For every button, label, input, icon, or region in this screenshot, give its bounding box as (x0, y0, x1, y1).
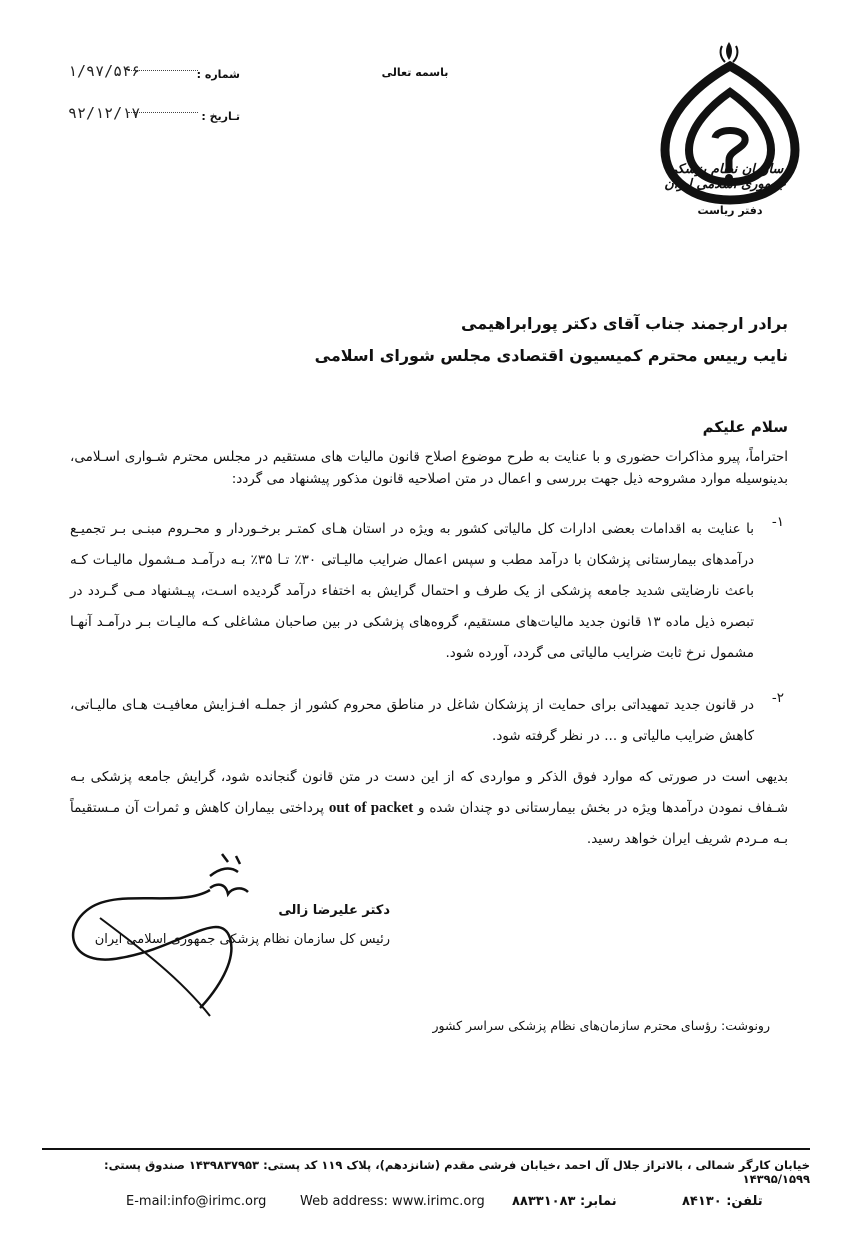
closing-text-before: بدیهی است در صورتی که موارد فوق الذکر و مواردی که از این دست در متن قانون گنجانده شود، گرایش جامعه پزشکی بـه شـفاف نمودن درآمدها ویژه در بخش بیمارستانی دو چندان شده و (70, 769, 789, 816)
greeting: سلام علیکم (702, 418, 788, 436)
item-1-number: -۱ (771, 514, 784, 530)
recipient-line-2: نایب رییس محترم کمیسیون اقتصادی مجلس شورای اسلامی (314, 346, 788, 365)
recipient-line-1: برادر ارجمند جناب آقای دکتر پورابراهیمی (461, 314, 788, 333)
signatory-name: دکتر علیرضا زالی (278, 903, 390, 918)
item-2-number: -۲ (771, 690, 784, 706)
closing-paragraph (70, 762, 788, 855)
date-value: ۹۲/۱۲/۱۷ (68, 104, 141, 122)
organization-name: سازمان نظام پزشکی جمهوری اسلامی ایران (664, 162, 786, 192)
intro-paragraph: احتراماً، پیرو مذاکرات حضوری و با عنایت به طرح موضوع اصلاح قانون مالیات های مستقیم در مجلس محترم شـواری اسـلامی، بدینوسیله موارد مشروحه ذیل جهت بررسی و اعمال در متن اصلاحیه قانون مذکور پیشنهاد می گردد: (70, 449, 788, 487)
closing-text-after: پرداختی بیماران کاهش و ثمرات آن مـستقیماً بـه مـردم شریف ایران خواهد رسید. (70, 800, 788, 847)
footer-web[interactable]: Web address: www.irimc.org (300, 1194, 485, 1209)
basmala: باسمه تعالی (381, 66, 449, 79)
carbon-copy: رونوشت: رؤسای محترم سازمان‌های نظام پزشکی سراسر کشور (432, 1018, 770, 1033)
footer-fax: نمابر: ۸۸۳۳۱۰۸۳ (512, 1194, 617, 1209)
item-2-text: در قانون جدید تمهیداتی برای حمایت از پزشکان شاغل در مناطق محروم کشور از جملـه افـزایش معافیـت هـای مالیـاتی، کاهش ضرایب مالیاتی و ... در نظر گرفته شود. (70, 697, 754, 744)
footer-phone: تلفن: ۸۴۱۳۰ (682, 1194, 763, 1209)
number-label: شماره : (196, 68, 240, 81)
number-value: ۱/۹۷/۵۴۶ (68, 62, 141, 80)
item-1-text: با عنایت به اقدامات بعضی ادارات کل مالیاتی کشور به ویژه در استان هـای کمتـر برخـوردار و محـروم مبنـی بـر تجمیـع درآمدهای بیمارستانی پزشکان با درآمد مطب و سپس اعمال ضرایب مالیـاتی ۳۰٪ تـا ۳۵٪ بـه درآمـد مـشمول مالیـات کـه باعث نارضایتی شدید جامعه پزشکی از یک طرف و احتمال گرایش به اختفاء درآمد گردیده اسـت، پیـشنهاد مـی گـردد در تبصره ذیل ماده ۱۳ قانون جدید مالیات‌های مستقیم، گروه‌های پزشکی در بین صاحبان مشاغلی کـه مالیـات بـر درآمـد آنهـا مشمول نرخ ثابت ضرایب مالیاتی می گردد، آورده شود. (70, 521, 755, 661)
closing-term: out of packet (328, 800, 414, 816)
office-name: دفتر ریاست (697, 204, 763, 217)
organization-logo-icon (655, 40, 805, 225)
signatory-title: رئیس کل سازمان نظام پزشکی جمهوری اسلامی ایران (94, 932, 390, 947)
footer-address: خیابان کارگر شمالی ، بالاتراز جلال آل احمد ،خیابان فرشی مقدم (شانزدهم)، پلاک ۱۱۹ کد پستی: ۱۴۳۹۸۳۷۹۵۳ صندوق پستی: ۱۴۳۹۵/۱۵۹۹ (104, 1158, 810, 1186)
footer-divider (42, 1148, 810, 1150)
date-label: تـاریخ : (201, 110, 240, 123)
footer-email[interactable]: E-mail:info@irimc.org (126, 1194, 267, 1209)
